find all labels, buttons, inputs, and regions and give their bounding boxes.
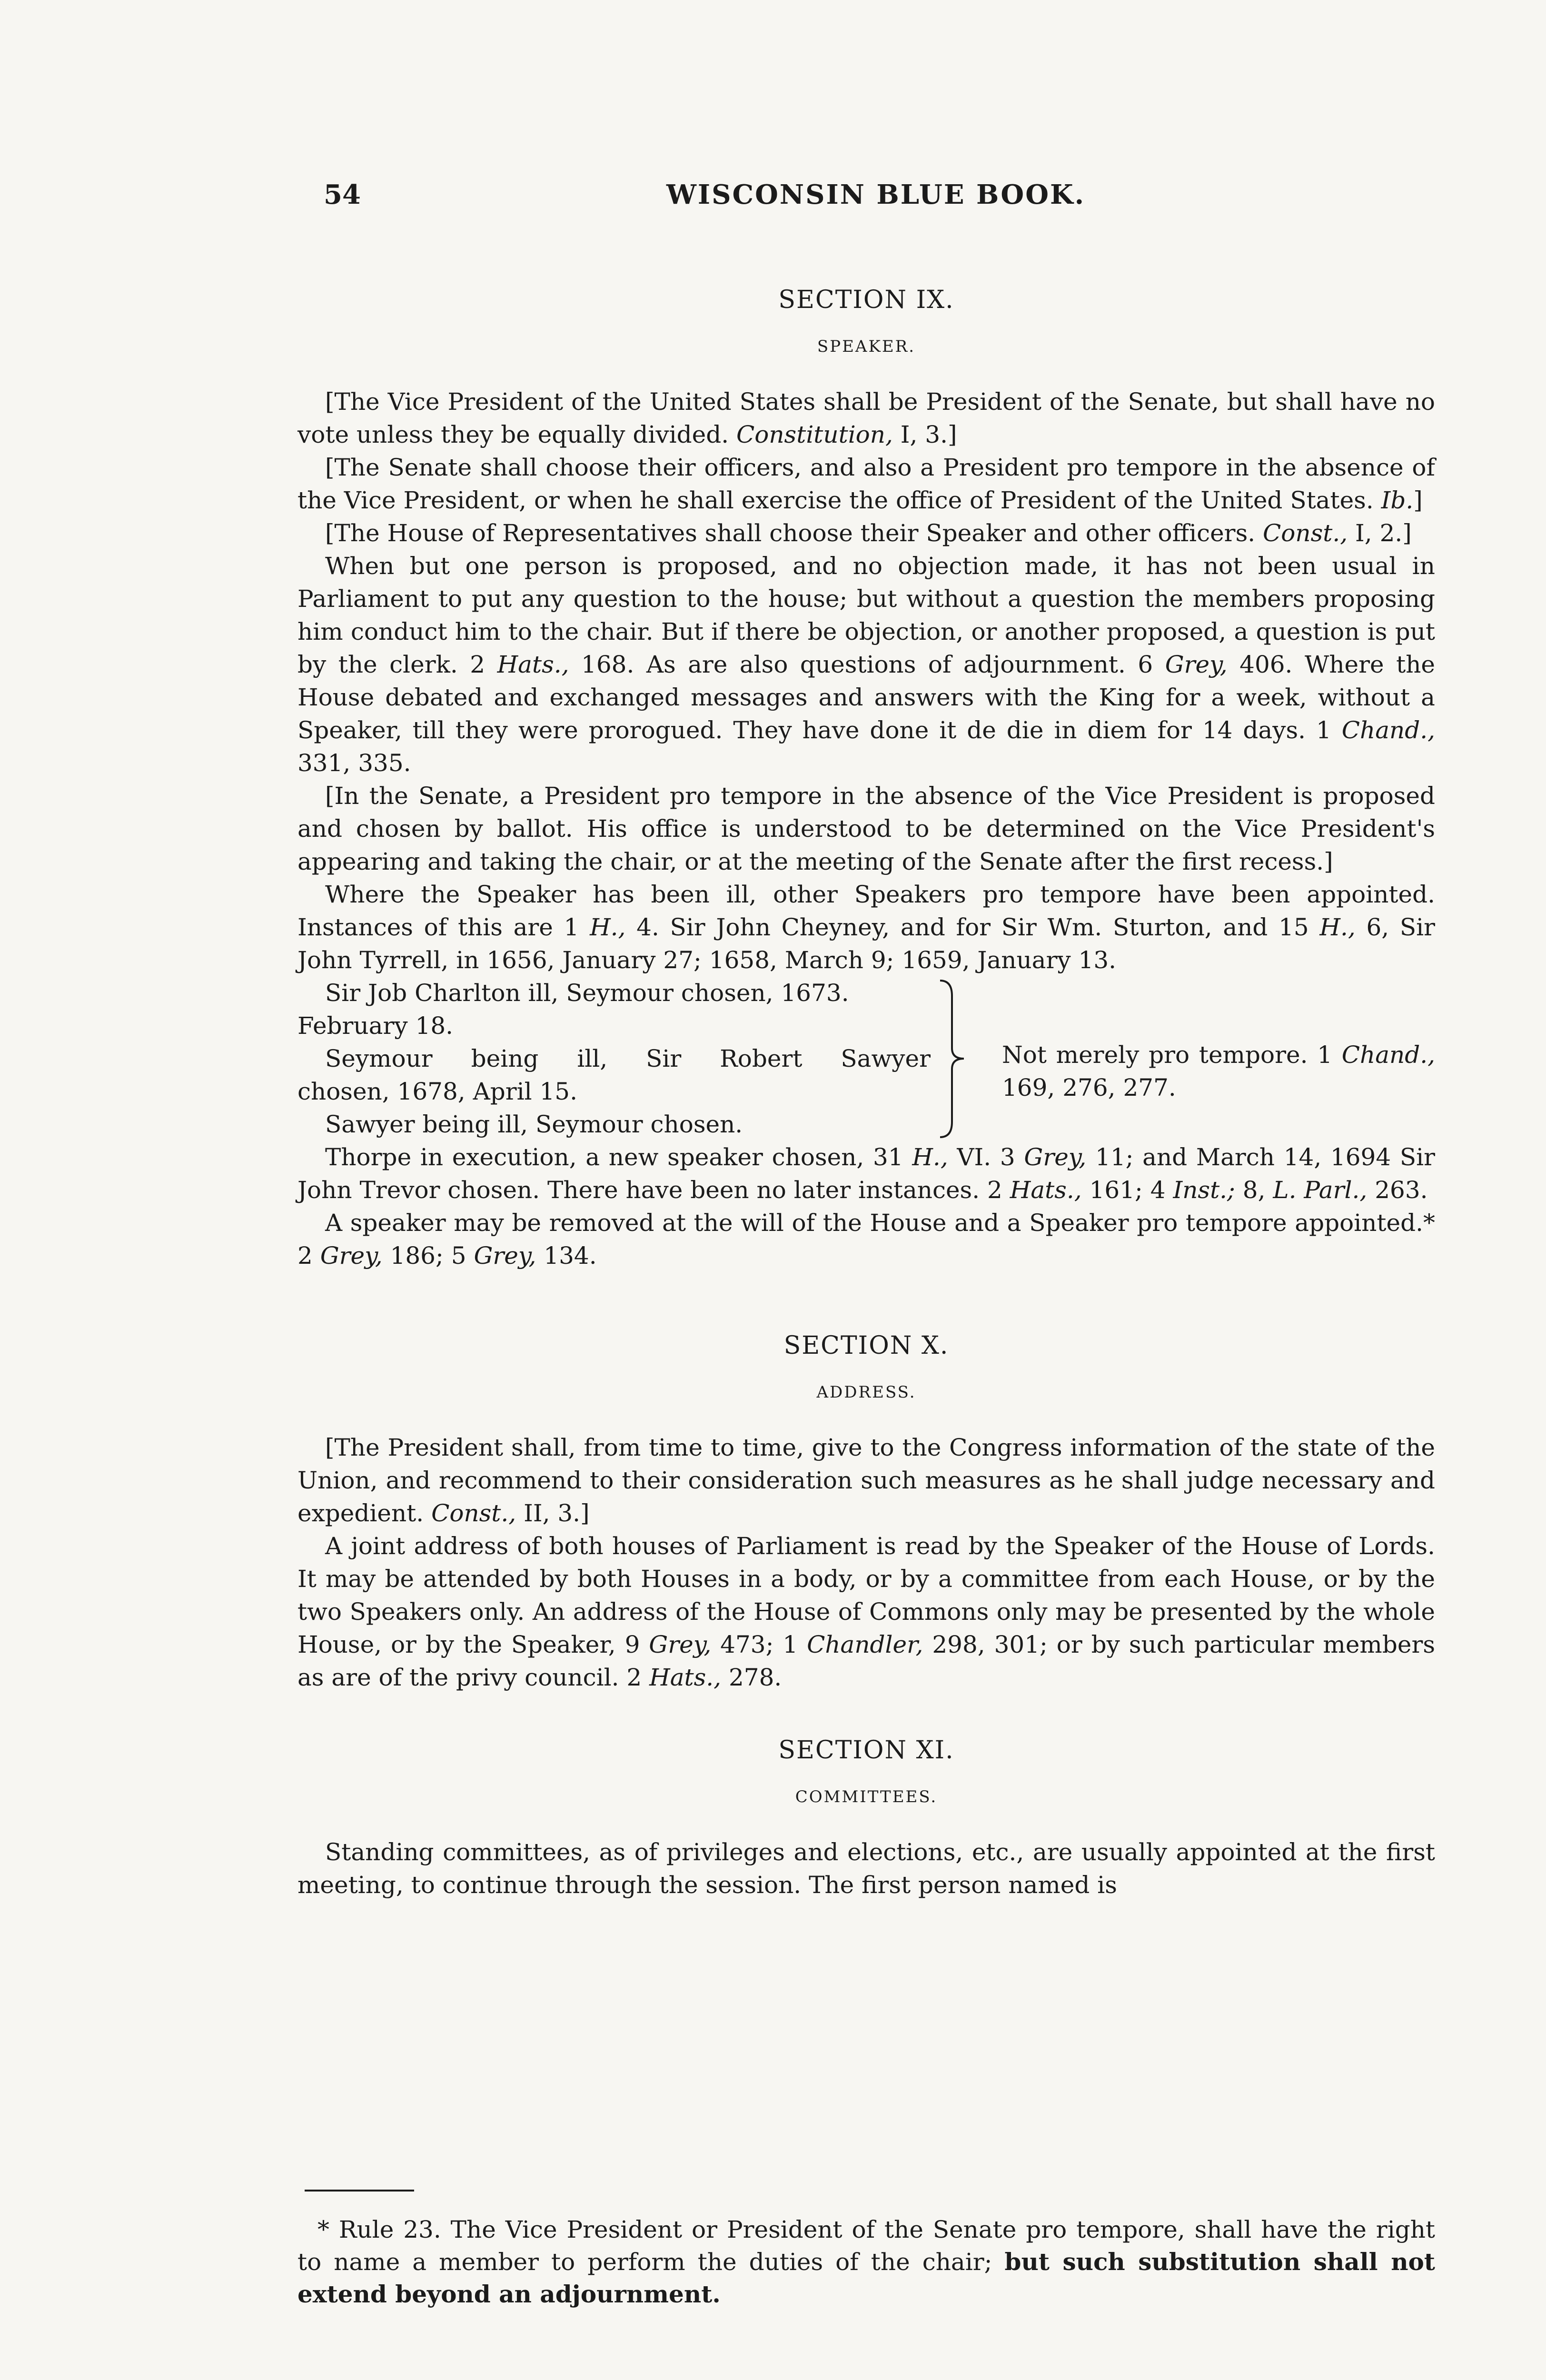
- section-11-subtitle: COMMITTEES.: [795, 1787, 938, 1806]
- paragraph: [The House of Representatives shall choose their Speaker and other officers. Const., I, 2.]: [325, 519, 1412, 547]
- bracket-note: Not merely pro tempore. 1 Chand., 169, 276, 277.: [1002, 1041, 1435, 1101]
- paragraph: Thorpe in execution, a new speaker chosen, 31 H., VI. 3 Grey, 11; and March 14, 1694 Sir John Trevor chosen. There have been no later instances. 2 Hats., 161; 4 Inst.; 8, L. Parl., 263.: [297, 1143, 1436, 1204]
- paragraph: [In the Senate, a President pro tempore in the absence of the Vice President is proposed and chosen by ballot. His office is understood to be determined on the Vice President's appearing and taking the chair, or at the meeting of the Senate after the first recess.]: [297, 782, 1435, 875]
- paragraph: [The Vice President of the United States shall be President of the Senate, but shall have no vote unless they be equally divided. Constitution, I, 3.]: [297, 388, 1435, 448]
- curly-brace-icon: [931, 977, 973, 1141]
- bracketed-instances: [297, 977, 1435, 1141]
- section-10-subtitle: ADDRESS.: [816, 1383, 916, 1402]
- section-10-title: SECTION X.: [783, 1331, 949, 1360]
- paragraph: A speaker may be removed at the will of the House and a Speaker pro tempore appointed.* 2 Grey, 186; 5 Grey, 134.: [297, 1209, 1435, 1269]
- paragraph: A joint address of both houses of Parliament is read by the Speaker of the House of Lords. It may be attended by both Houses in a body, or by a committee from each House, or by the two Speakers only. An address of the House of Commons only may be presented by the whole House, or by the Speaker, 9 Grey, 473; 1 Chandler, 298, 301; or by such particular members as are of the privy council. 2 Hats., 278.: [297, 1532, 1436, 1691]
- section-9-subtitle: SPEAKER.: [817, 337, 916, 356]
- bracket-line: Seymour being ill, Sir Robert Sawyer: [325, 1045, 931, 1072]
- section-9-title: SECTION IX.: [778, 286, 954, 314]
- section-11-title: SECTION XI.: [778, 1736, 954, 1765]
- bracket-line: February 18.: [297, 1012, 454, 1040]
- paragraph: Where the Speaker has been ill, other Speakers pro tempore have been appointed. Instances of this are 1 H., 4. Sir John Cheyney, and for Sir Wm. Sturton, and 15 H., 6, Sir John Tyrrell, in 1656, January 27; 1658, March 9; 1659, January 13.: [297, 881, 1436, 974]
- footnote: * Rule 23. The Vice President or President of the Senate pro tempore, shall have the right to name a member to perform the duties of the chair; but such substitution shall not extend beyond an adjournment.: [297, 2216, 1435, 2308]
- page-body: [297, 286, 1435, 1902]
- paragraph: [The Senate shall choose their officers, and also a President pro tempore in the absence of the Vice President, or when he shall exercise the office of President of the United States. Ib.]: [297, 454, 1435, 514]
- paragraph: Standing committees, as of privileges and elections, etc., are usually appointed at the first meeting, to continue through the session. The first person named is: [297, 1838, 1435, 1899]
- bracket-line: Sawyer being ill, Seymour chosen.: [325, 1111, 743, 1138]
- paragraph: When but one person is proposed, and no objection made, it has not been usual in Parliament to put any question to the house; but without a question the members proposing him conduct him to the chair. But if there be objection, or another proposed, a question is put by the clerk. 2 Hats., 168. As are also questions of adjournment. 6 Grey, 406. Where the House debated and exchanged messages and answers with the King for a week, without a Speaker, till they were prorogued. They have done it de die in diem for 14 days. 1 Chand., 331, 335.: [297, 552, 1435, 777]
- paragraph: [The President shall, from time to time, give to the Congress information of the state of the Union, and recommend to their consideration such measures as he shall judge necessary and expedient. Const., II, 3.]: [297, 1434, 1435, 1527]
- page-header: [324, 179, 1437, 222]
- bracket-line: Sir Job Charlton ill, Seymour chosen, 1673.: [325, 979, 849, 1007]
- footnote-divider: [305, 2190, 414, 2192]
- page-number: 54: [324, 179, 361, 210]
- running-title: WISCONSIN BLUE BOOK.: [666, 179, 1086, 210]
- bracket-line: chosen, 1678, April 15.: [297, 1078, 577, 1105]
